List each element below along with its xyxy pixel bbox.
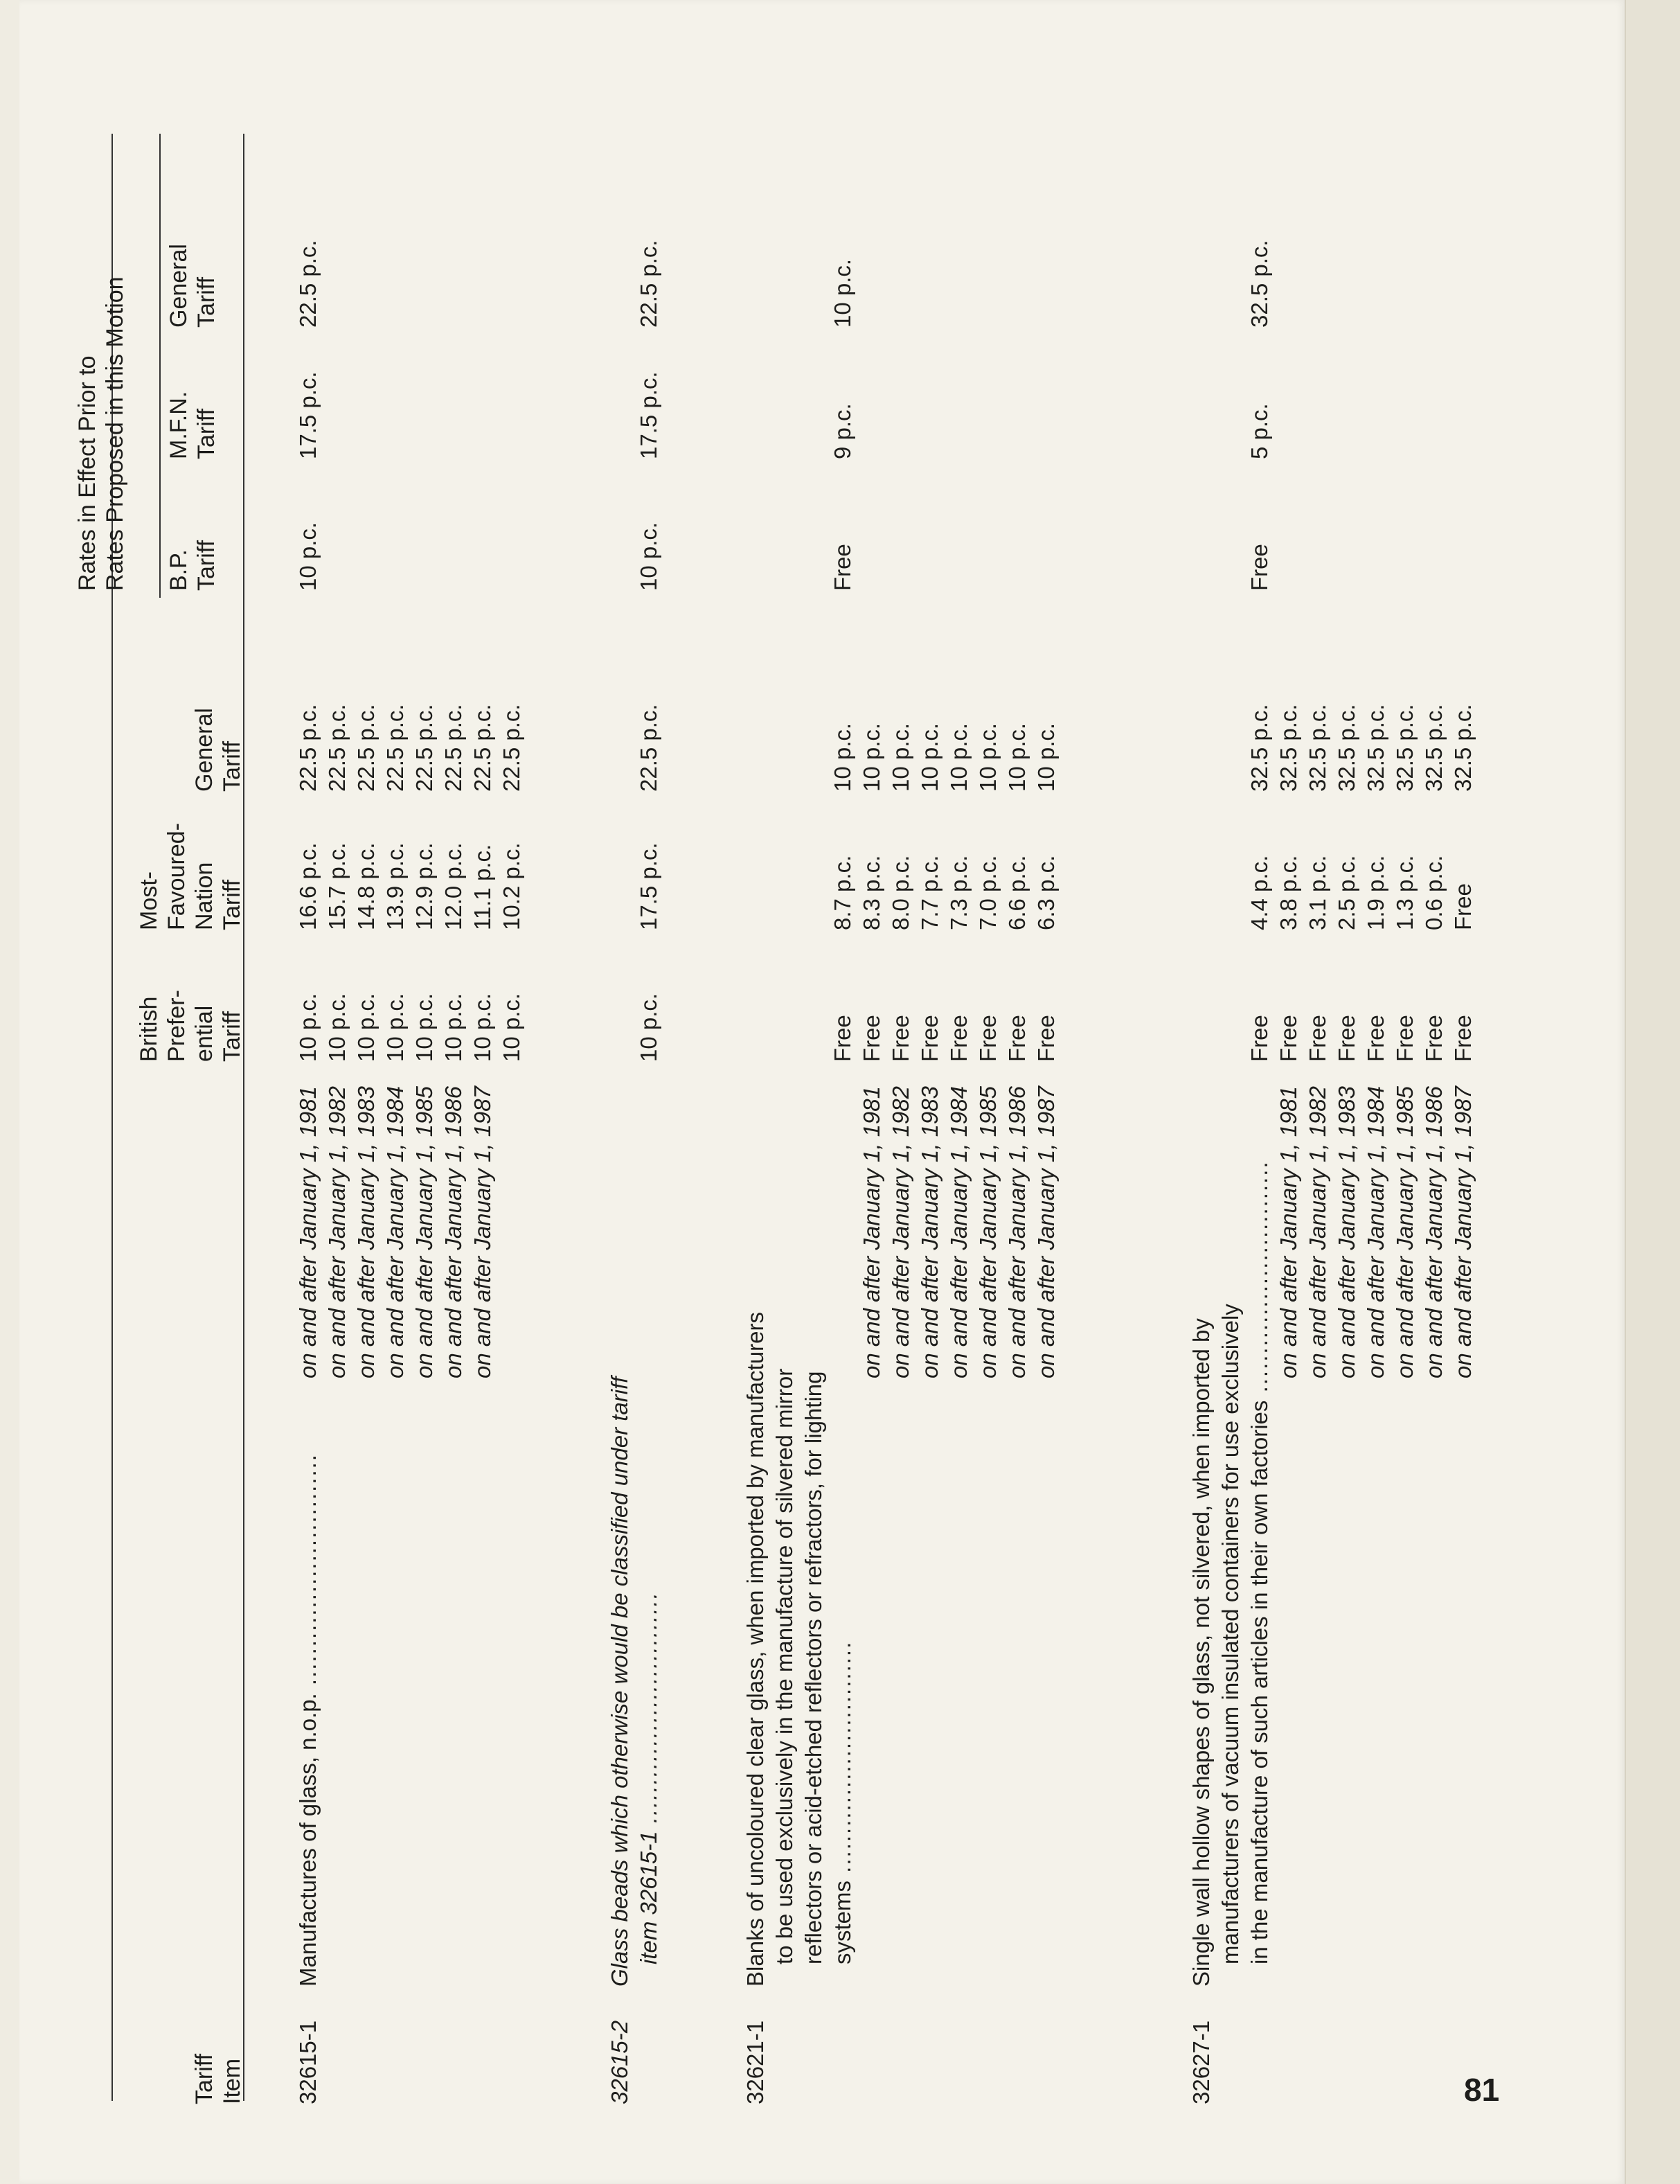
- rate-mfn: 6.3 p.c.: [1033, 855, 1059, 930]
- header-prior-bp: Tariff: [193, 540, 220, 591]
- header-bpt: ential: [191, 1005, 217, 1062]
- rate-gen: 10 p.c.: [830, 722, 855, 792]
- rate-mfn: 8.0 p.c.: [888, 855, 913, 930]
- rate-bpt: Free: [946, 1015, 972, 1062]
- header-bpt: British: [136, 996, 162, 1062]
- rate-mfn: 10.2 p.c.: [499, 842, 524, 930]
- prior-rate-bp: Free: [830, 544, 855, 591]
- rate-gen: 32.5 p.c.: [1450, 704, 1476, 792]
- rate-mfn: 15.7 p.c.: [324, 842, 350, 930]
- page-edge: [1625, 0, 1680, 2184]
- header-prior-group: Rates Proposed in this Motion: [102, 276, 128, 591]
- rate-gen: 22.5 p.c.: [382, 704, 408, 792]
- rate-bpt: Free: [859, 1015, 884, 1062]
- phase-date-label: on and after January 1, 1987: [1033, 1086, 1059, 1378]
- header-mfn: Most-: [136, 871, 162, 930]
- rate-mfn: 0.6 p.c.: [1421, 855, 1447, 930]
- rate-bpt: 10 p.c.: [295, 993, 321, 1062]
- header-mfn: Favoured-: [163, 823, 190, 930]
- rate-mfn: 3.8 p.c.: [1276, 855, 1301, 930]
- rate-mfn: 17.5 p.c.: [636, 842, 661, 930]
- header-mfn: Tariff: [219, 879, 245, 930]
- prior-rate-mfn: 9 p.c.: [830, 403, 855, 459]
- rate-bpt: Free: [975, 1015, 1001, 1062]
- tariff-item-number: 32615-2: [607, 2020, 632, 2104]
- rate-gen: 10 p.c.: [975, 722, 1001, 792]
- phase-date-label: on and after January 1, 1987: [470, 1086, 495, 1378]
- header-mfn: Nation: [191, 862, 217, 930]
- rate-bpt: Free: [1450, 1015, 1476, 1062]
- rate-bpt: 10 p.c.: [440, 993, 466, 1062]
- tariff-item-number: 32621-1: [742, 2020, 768, 2104]
- rate-gen: 22.5 p.c.: [353, 704, 379, 792]
- rate-mfn: 8.7 p.c.: [830, 855, 855, 930]
- phase-date-label: on and after January 1, 1984: [946, 1086, 972, 1378]
- prior-rate-bp: 10 p.c.: [295, 522, 321, 591]
- rate-gen: 10 p.c.: [1004, 722, 1030, 792]
- prior-rate-gen: 32.5 p.c.: [1246, 240, 1272, 328]
- phase-date-label: on and after January 1, 1986: [440, 1086, 466, 1378]
- rate-gen: 22.5 p.c.: [295, 704, 321, 792]
- header-bpt: Tariff: [219, 1011, 245, 1062]
- leader-dots: ..............................: [636, 1591, 661, 1831]
- prior-rate-mfn: 5 p.c.: [1246, 403, 1272, 459]
- rate-gen: 22.5 p.c.: [440, 704, 466, 792]
- rate-mfn: 8.3 p.c.: [859, 855, 884, 930]
- rate-mfn: 4.4 p.c.: [1246, 855, 1272, 930]
- phase-date-label: on and after January 1, 1983: [917, 1086, 942, 1378]
- item-description: Blanks of uncoloured clear glass, when imported by manufacturers: [742, 1312, 768, 1987]
- header-prior-group: Rates in Effect Prior to: [74, 355, 100, 591]
- header-tariff-item: Tariff: [191, 2053, 217, 2104]
- rate-gen: 10 p.c.: [859, 722, 884, 792]
- rate-mfn: 2.5 p.c.: [1334, 855, 1359, 930]
- leader-dots: ..............................: [830, 1640, 855, 1881]
- header-bottom-rule: [243, 134, 244, 2101]
- rate-bpt: Free: [1305, 1015, 1330, 1062]
- rate-bpt: 10 p.c.: [411, 993, 437, 1062]
- rate-gen: 10 p.c.: [946, 722, 972, 792]
- rotated-tariff-table: [19, 0, 1680, 2184]
- rate-bpt: 10 p.c.: [382, 993, 408, 1062]
- rate-mfn: 12.0 p.c.: [440, 842, 466, 930]
- prior-rate-gen: 10 p.c.: [830, 258, 855, 328]
- rate-bpt: Free: [1363, 1015, 1388, 1062]
- prior-rate-gen: 22.5 p.c.: [295, 240, 321, 328]
- tariff-item-number: 32615-1: [295, 2020, 321, 2104]
- rate-bpt: Free: [1392, 1015, 1418, 1062]
- rate-gen: 10 p.c.: [888, 722, 913, 792]
- rate-mfn: 7.7 p.c.: [917, 855, 942, 930]
- phase-date-label: on and after January 1, 1986: [1421, 1086, 1447, 1378]
- rate-mfn: 3.1 p.c.: [1305, 855, 1330, 930]
- rate-gen: 10 p.c.: [917, 722, 942, 792]
- item-description: manufacturers of vacuum insulated containers for use exclusively: [1217, 1304, 1243, 1964]
- phase-date-label: on and after January 1, 1981: [859, 1086, 884, 1378]
- rate-bpt: Free: [888, 1015, 913, 1062]
- item-description: systems ..............................: [830, 1640, 855, 1964]
- prior-rate-gen: 22.5 p.c.: [636, 240, 661, 328]
- rate-gen: 10 p.c.: [1033, 722, 1059, 792]
- rate-gen: 32.5 p.c.: [1246, 704, 1272, 792]
- rate-mfn: 7.3 p.c.: [946, 855, 972, 930]
- rate-gen: 32.5 p.c.: [1363, 704, 1388, 792]
- rate-gen: 32.5 p.c.: [1392, 704, 1418, 792]
- rate-mfn: 16.6 p.c.: [295, 842, 321, 930]
- rate-gen: 32.5 p.c.: [1334, 704, 1359, 792]
- prior-group-rule: [159, 134, 161, 598]
- rate-bpt: 10 p.c.: [499, 993, 524, 1062]
- phase-date-label: on and after January 1, 1982: [324, 1086, 350, 1378]
- rate-bpt: Free: [1033, 1015, 1059, 1062]
- document-page: [19, 0, 1626, 2184]
- header-gen: General: [191, 708, 217, 792]
- item-description: Glass beads which otherwise would be classified under tariff: [607, 1376, 632, 1987]
- prior-rate-bp: 10 p.c.: [636, 522, 661, 591]
- rate-bpt: 10 p.c.: [324, 993, 350, 1062]
- rate-bpt: Free: [1421, 1015, 1447, 1062]
- item-description: to be used exclusively in the manufacture of silvered mirror: [771, 1368, 797, 1964]
- phase-date-label: on and after January 1, 1982: [888, 1086, 913, 1378]
- rate-bpt: 10 p.c.: [353, 993, 379, 1062]
- rate-gen: 22.5 p.c.: [499, 704, 524, 792]
- rate-mfn: 7.0 p.c.: [975, 855, 1001, 930]
- phase-date-label: on and after January 1, 1985: [975, 1086, 1001, 1378]
- phase-date-label: on and after January 1, 1986: [1004, 1086, 1030, 1378]
- phase-date-label: on and after January 1, 1981: [1276, 1086, 1301, 1378]
- rate-gen: 22.5 p.c.: [411, 704, 437, 792]
- rate-bpt: Free: [917, 1015, 942, 1062]
- header-tariff-item: Item: [219, 2058, 245, 2104]
- page-number: 81: [1464, 2072, 1500, 2108]
- rate-gen: 32.5 p.c.: [1276, 704, 1301, 792]
- phase-date-label: on and after January 1, 1983: [353, 1086, 379, 1378]
- header-gen: Tariff: [219, 740, 245, 792]
- item-description: in the manufacture of such articles in their own factories ..............................: [1246, 1160, 1272, 1964]
- header-prior-mfn: Tariff: [193, 408, 220, 459]
- rate-mfn: 11.1 p.c.: [470, 844, 495, 930]
- rate-mfn: 6.6 p.c.: [1004, 855, 1030, 930]
- rate-mfn: 1.9 p.c.: [1363, 855, 1388, 930]
- rate-bpt: 10 p.c.: [470, 993, 495, 1062]
- item-description: Manufactures of glass, n.o.p. ..............................: [295, 1453, 321, 1987]
- rate-mfn: 14.8 p.c.: [353, 842, 379, 930]
- item-description: reflectors or acid-etched reflectors or refractors, for lighting: [801, 1371, 826, 1964]
- rate-mfn: 12.9 p.c.: [411, 842, 437, 930]
- rate-bpt: Free: [1004, 1015, 1030, 1062]
- header-prior-mfn: M.F.N.: [166, 391, 192, 459]
- phase-date-label: on and after January 1, 1985: [411, 1086, 437, 1378]
- phase-date-label: on and after January 1, 1982: [1305, 1086, 1330, 1378]
- rate-mfn: 13.9 p.c.: [382, 842, 408, 930]
- prior-rate-mfn: 17.5 p.c.: [295, 371, 321, 459]
- header-prior-gen: Tariff: [193, 276, 220, 328]
- leader-dots: ..............................: [295, 1453, 321, 1694]
- rate-gen: 32.5 p.c.: [1305, 704, 1330, 792]
- rate-gen: 22.5 p.c.: [324, 704, 350, 792]
- rate-gen: 22.5 p.c.: [470, 704, 495, 792]
- phase-date-label: on and after January 1, 1983: [1334, 1086, 1359, 1378]
- rate-gen: 32.5 p.c.: [1421, 704, 1447, 792]
- phase-date-label: on and after January 1, 1984: [1363, 1086, 1388, 1378]
- item-description: Single wall hollow shapes of glass, not silvered, when imported by: [1188, 1318, 1214, 1987]
- rate-mfn: Free: [1450, 883, 1476, 930]
- rate-bpt: Free: [1276, 1015, 1301, 1062]
- tariff-item-number: 32627-1: [1188, 2020, 1214, 2104]
- phase-date-label: on and after January 1, 1981: [295, 1086, 321, 1378]
- rate-gen: 22.5 p.c.: [636, 704, 661, 792]
- phase-date-label: on and after January 1, 1987: [1450, 1086, 1476, 1378]
- header-prior-gen: General: [166, 244, 192, 328]
- rate-bpt: Free: [1334, 1015, 1359, 1062]
- rate-bpt: 10 p.c.: [636, 993, 661, 1062]
- phase-date-label: on and after January 1, 1984: [382, 1086, 408, 1378]
- prior-rate-mfn: 17.5 p.c.: [636, 371, 661, 459]
- phase-date-label: on and after January 1, 1985: [1392, 1086, 1418, 1378]
- header-bpt: Prefer-: [163, 990, 190, 1062]
- rate-bpt: Free: [1246, 1015, 1272, 1062]
- prior-rate-bp: Free: [1246, 544, 1272, 591]
- leader-dots: ..............................: [1246, 1160, 1272, 1401]
- rate-mfn: 1.3 p.c.: [1392, 855, 1418, 930]
- item-description: item 32615-1 ..............................: [636, 1591, 661, 1964]
- header-prior-bp: B.P.: [166, 549, 192, 591]
- rate-bpt: Free: [830, 1015, 855, 1062]
